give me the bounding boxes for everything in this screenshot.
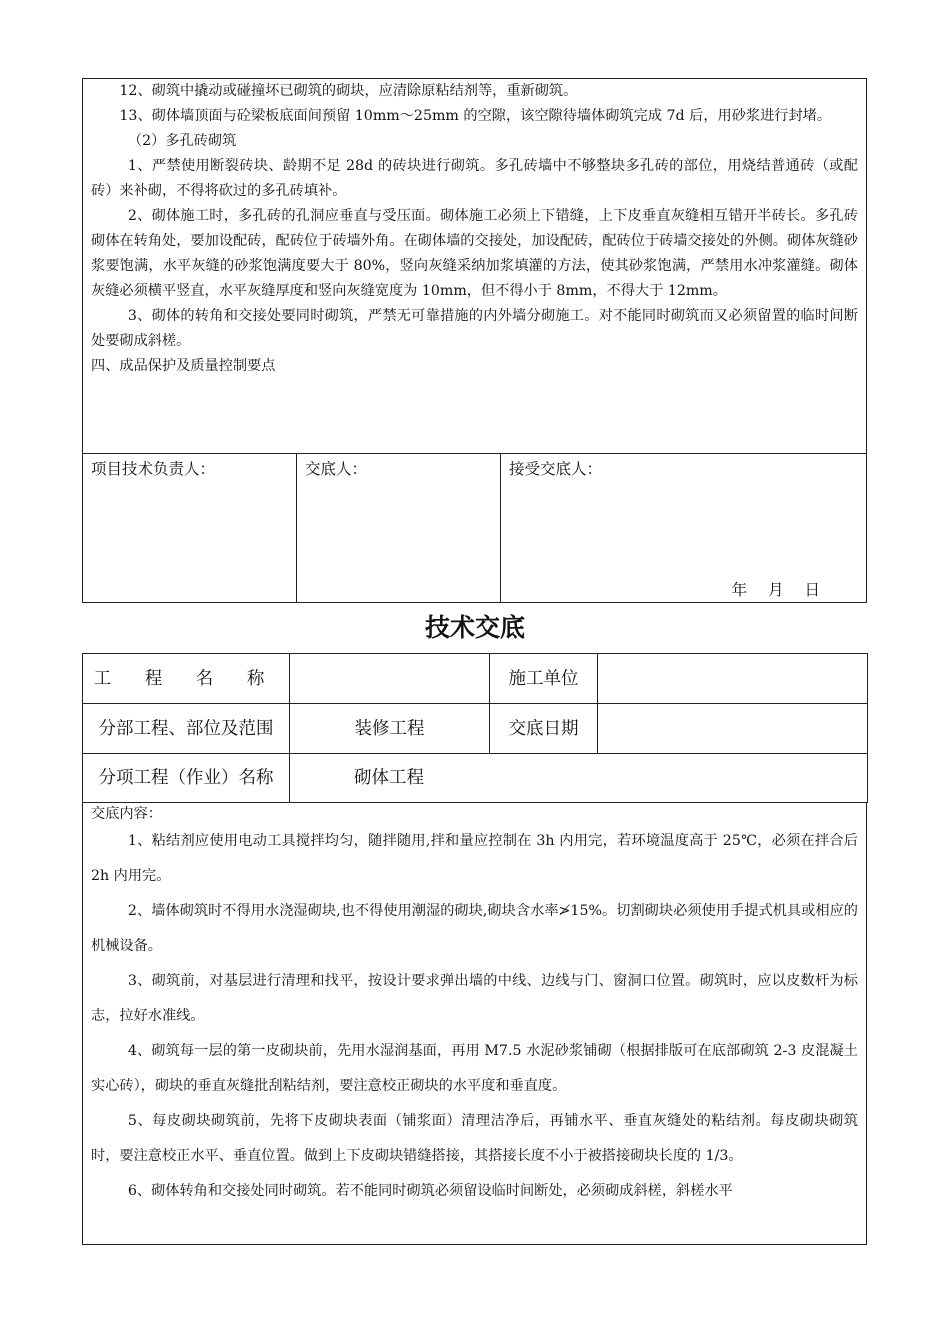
upper-section-heading: 四、成品保护及质量控制要点: [91, 358, 276, 374]
content-paragraph: 6、砌体转角和交接处同时砌筑。若不能同时砌筑必须留设临时间断处，必须砌成斜槎，斜槎水平: [127, 1183, 733, 1199]
project-name-value: [290, 654, 490, 704]
sub-project-label: 分部工程、部位及范围: [83, 704, 290, 754]
upper-content-box: [82, 78, 867, 454]
receiver-label: 接受交底人：: [509, 460, 603, 478]
content-box: [82, 802, 867, 1245]
info-table: [82, 653, 868, 803]
tech-lead-label: 项目技术负责人：: [91, 460, 216, 478]
presenter-cell: [297, 454, 501, 602]
sub-project-value: 装修工程: [290, 704, 490, 754]
item-value: 砌体工程: [290, 754, 868, 803]
upper-paragraph: 3、砌体的转角和交接处要同时砌筑，严禁无可靠措施的内外墙分砌施工。对不能同时砌筑而又必须留置的临时间断处要砌成斜槎。: [91, 308, 858, 349]
upper-paragraph: 12、砌筑中撬动或碰撞坏已砌筑的砌块，应清除原粘结剂等，重新砌筑。: [119, 83, 578, 99]
unit-value: [598, 654, 868, 704]
signature-row: [82, 453, 867, 603]
tech-lead-cell: [83, 454, 297, 602]
item-label: 分项工程（作业）名称: [83, 754, 290, 803]
content-label: 交底内容：: [91, 806, 162, 822]
upper-paragraph: 1、严禁使用断裂砖块、龄期不足 28d 的砖块进行砌筑。多孔砖墙中不够整块多孔砖的部位，用烧结普通砖（或配砖）来补砌，不得将砍过的多孔砖填补。: [91, 158, 858, 199]
upper-subheading: （2）多孔砖砌筑: [127, 133, 237, 149]
content-paragraph: 3、砌筑前，对基层进行清理和找平，按设计要求弹出墙的中线、边线与门、窗洞口位置。砌筑时，应以皮数杆为标志，拉好水准线。: [91, 973, 858, 1024]
upper-paragraph: 2、砌体施工时，多孔砖的孔洞应垂直与受压面。砌体施工必须上下错缝，上下皮垂直灰缝相互错开半砖长。多孔砖砌体在转角处，要加设配砖，配砖位于砖墙外角。在砌体墙的交接处，加设配砖，配砖位于砖墙交接处的外侧。砌体灰缝砂浆要饱满，水平灰缝的砂浆饱满度要大于 80%，竖向灰缝采纳加浆填灌的方法，使其砂浆饱满，严禁用水冲浆灌缝。砌体灰缝必须横平竖直，水平灰缝厚度和竖向灰缝宽度为 10mm，但不得小于 8mm，不得大于 12mm。: [91, 208, 858, 299]
info-row-item: [83, 754, 868, 803]
info-row-subproject: [83, 704, 868, 754]
signature-date: 年 月 日: [731, 581, 820, 599]
project-name-label: 工 程 名 称: [83, 654, 290, 704]
date-label: 交底日期: [490, 704, 598, 754]
unit-label: 施工单位: [490, 654, 598, 704]
upper-paragraph: 13、砌体墙顶面与砼梁板底面间预留 10mm～25mm 的空隙，该空隙待墙体砌筑完成 7d 后，用砂浆进行封堵。: [119, 108, 832, 124]
info-row-project: [83, 654, 868, 704]
content-paragraph: 2、墙体砌筑时不得用水浇湿砌块,也不得使用潮湿的砌块,砌块含水率≯15%。切割砌块必须使用手提式机具或相应的机械设备。: [91, 903, 858, 954]
content-paragraph: 4、砌筑每一层的第一皮砌块前，先用水湿润基面，再用 M7.5 水泥砂浆铺砌（根据排版可在底部砌筑 2-3 皮混凝土实心砖），砌块的垂直灰缝批刮粘结剂，要注意校正砌块的水平度和垂直度。: [91, 1043, 858, 1094]
content-paragraph: 1、粘结剂应使用电动工具搅拌均匀，随拌随用,拌和量应控制在 3h 内用完，若环境温度高于 25℃，必须在拌合后 2h 内用完。: [91, 833, 858, 884]
content-paragraph: 5、每皮砌块砌筑前，先将下皮砌块表面（铺浆面）清理洁净后，再铺水平、垂直灰缝处的粘结剂。每皮砌块砌筑时，要注意校正水平、垂直位置。做到上下皮砌块错缝搭接，其搭接长度不小于被搭接砌块长度的 1/3。: [91, 1113, 858, 1164]
receiver-cell: [501, 454, 866, 602]
presenter-label: 交底人：: [305, 460, 368, 478]
document-title: 技术交底: [424, 613, 525, 642]
date-value: [598, 704, 868, 754]
